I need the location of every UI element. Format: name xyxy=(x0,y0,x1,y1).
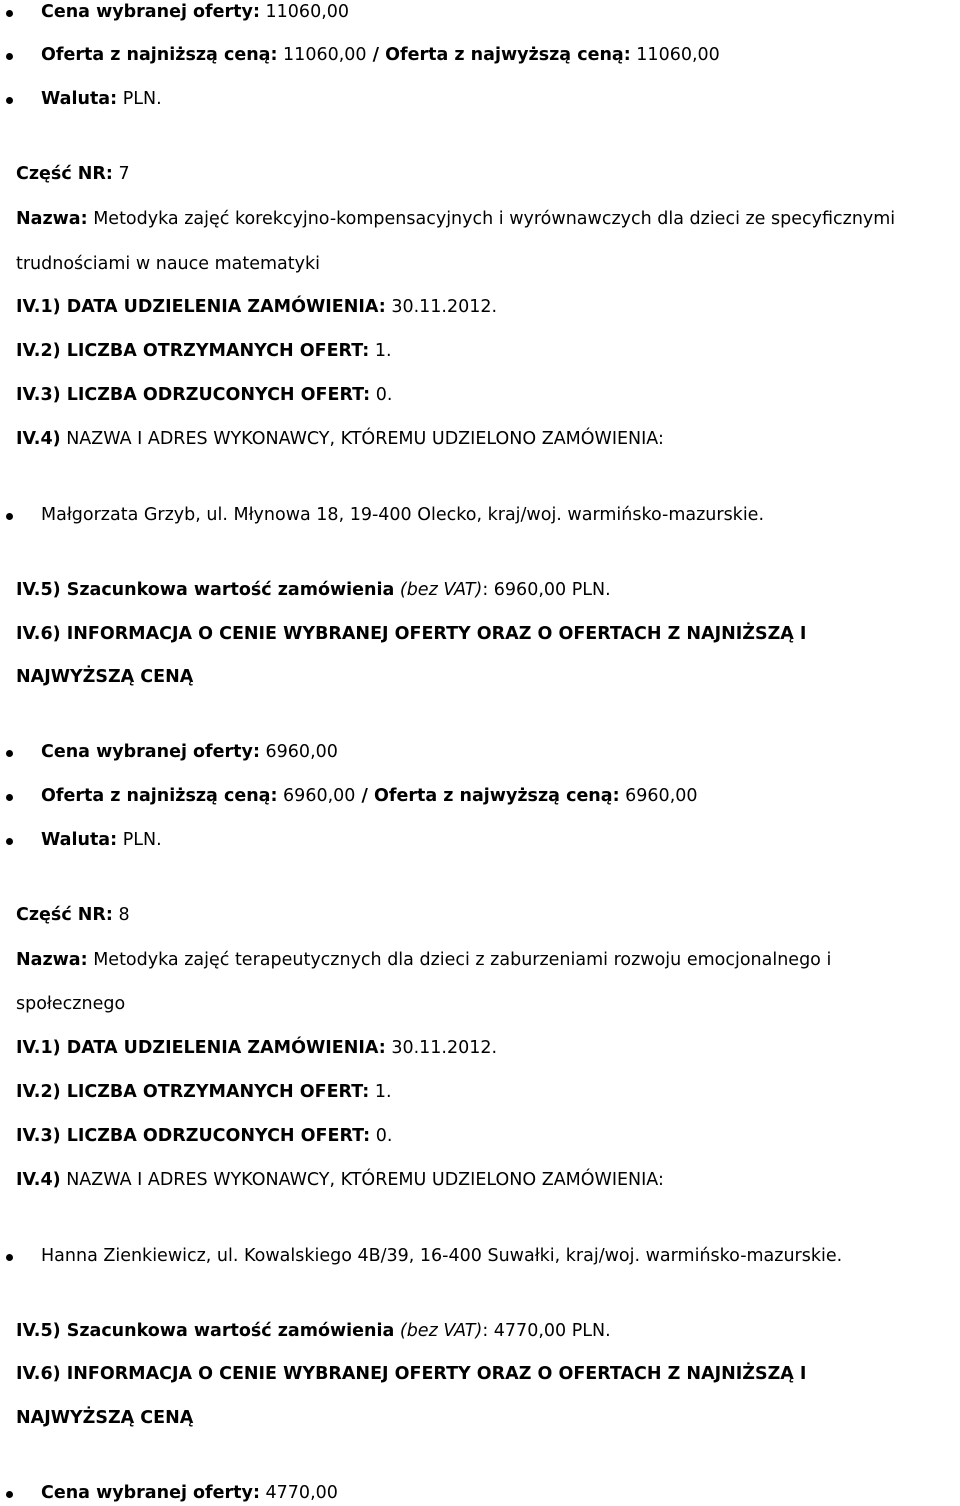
bullet xyxy=(6,53,13,60)
award-date: IV.1) DATA UDZIELENIA ZAMÓWIENIA: 30.11.2012. xyxy=(16,1038,498,1058)
price-info-heading-continued: NAJWYŻSZĄ CENĄ xyxy=(16,667,194,687)
award-date: IV.1) DATA UDZIELENIA ZAMÓWIENIA: 30.11.2012. xyxy=(16,297,498,317)
currency: Waluta: PLN. xyxy=(41,830,162,850)
bullet xyxy=(6,97,13,104)
selected-offer-price: Cena wybranej oferty: 11060,00 xyxy=(41,2,350,22)
part-number: Część NR: 8 xyxy=(16,905,130,925)
selected-offer-price: Cena wybranej oferty: 4770,00 xyxy=(41,1483,338,1503)
bullet xyxy=(6,10,13,17)
currency: Waluta: PLN. xyxy=(41,89,162,109)
offers-received: IV.2) LICZBA OTRZYMANYCH OFERT: 1. xyxy=(16,341,392,361)
bullet xyxy=(6,513,13,520)
offers-rejected: IV.3) LICZBA ODRZUCONYCH OFERT: 0. xyxy=(16,1126,393,1146)
part-name: Nazwa: Metodyka zajęć terapeutycznych dla dzieci z zaburzeniami rozwoju emocjonalnego i xyxy=(16,950,832,970)
bullet xyxy=(6,1491,13,1498)
part-name: Nazwa: Metodyka zajęć korekcyjno-kompensacyjnych i wyrównawczych dla dzieci ze specyficznymi xyxy=(16,209,896,229)
price-info-heading: IV.6) INFORMACJA O CENIE WYBRANEJ OFERTY ORAZ O OFERTACH Z NAJNIŻSZĄ I xyxy=(16,1364,807,1384)
part-number: Część NR: 7 xyxy=(16,164,130,184)
bullet xyxy=(6,1254,13,1261)
contractor-heading: IV.4) NAZWA I ADRES WYKONAWCY, KTÓREMU UDZIELONO ZAMÓWIENIA: xyxy=(16,429,664,449)
contractor-address: Hanna Zienkiewicz, ul. Kowalskiego 4B/39, 16-400 Suwałki, kraj/woj. warmińsko-mazurskie. xyxy=(41,1246,843,1266)
part-name-continued: trudnościami w nauce matematyki xyxy=(16,254,320,274)
bullet xyxy=(6,838,13,845)
bullet xyxy=(6,750,13,757)
lowest-highest-offer: Oferta z najniższą ceną: 6960,00 / Oferta z najwyższą ceną: 6960,00 xyxy=(41,786,698,806)
part-name-continued: społecznego xyxy=(16,994,126,1014)
selected-offer-price: Cena wybranej oferty: 6960,00 xyxy=(41,742,338,762)
estimated-value: IV.5) Szacunkowa wartość zamówienia (bez VAT): 6960,00 PLN. xyxy=(16,580,611,600)
offers-received: IV.2) LICZBA OTRZYMANYCH OFERT: 1. xyxy=(16,1082,392,1102)
price-info-heading: IV.6) INFORMACJA O CENIE WYBRANEJ OFERTY ORAZ O OFERTACH Z NAJNIŻSZĄ I xyxy=(16,624,807,644)
contractor-address: Małgorzata Grzyb, ul. Młynowa 18, 19-400 Olecko, kraj/woj. warmińsko-mazurskie. xyxy=(41,505,765,525)
lowest-highest-offer: Oferta z najniższą ceną: 11060,00 / Oferta z najwyższą ceną: 11060,00 xyxy=(41,45,720,65)
offers-rejected: IV.3) LICZBA ODRZUCONYCH OFERT: 0. xyxy=(16,385,393,405)
contractor-heading: IV.4) NAZWA I ADRES WYKONAWCY, KTÓREMU UDZIELONO ZAMÓWIENIA: xyxy=(16,1170,664,1190)
bullet xyxy=(6,794,13,801)
price-info-heading-continued: NAJWYŻSZĄ CENĄ xyxy=(16,1408,194,1428)
estimated-value: IV.5) Szacunkowa wartość zamówienia (bez VAT): 4770,00 PLN. xyxy=(16,1321,611,1341)
